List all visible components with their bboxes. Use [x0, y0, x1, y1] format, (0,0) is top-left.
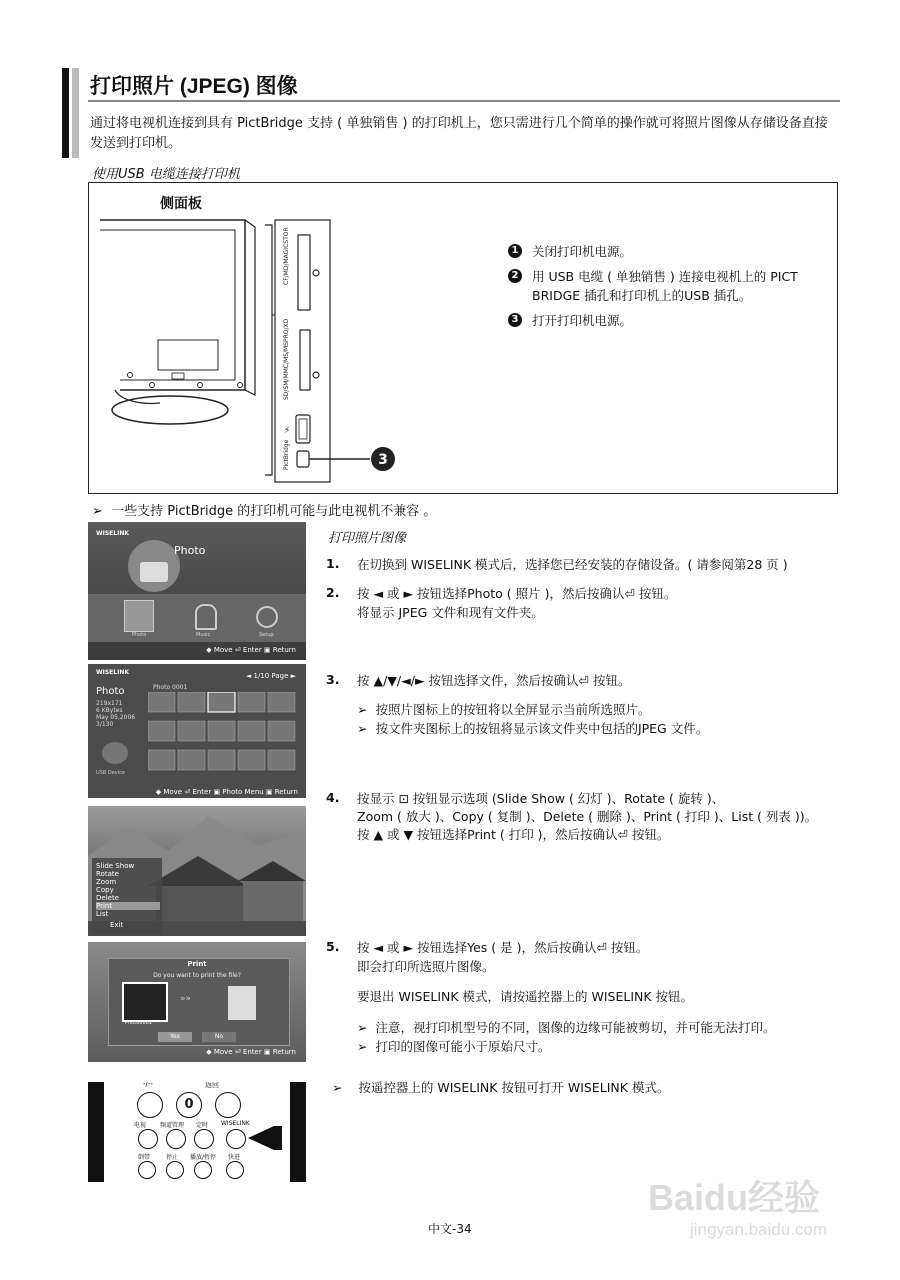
screen4-footer: ◆ Move ⏎ Enter ▣ Return	[206, 1048, 296, 1056]
print-photo-label: Photo0001	[125, 1020, 152, 1026]
photo-icon[interactable]	[124, 600, 154, 632]
remote-play-button[interactable]	[194, 1161, 212, 1179]
step5-text-b: 即会打印所选照片图像。	[357, 959, 495, 974]
print-dialog-title: Print	[187, 960, 207, 968]
conn-step-1: 1 关闭打印机电源。	[508, 242, 828, 261]
step1-text: 在切换到 WISELINK 模式后，选择您已经安装的存储设备。( 请参阅第28 页 )	[357, 557, 788, 572]
remote-wiselink-button[interactable]	[226, 1129, 246, 1149]
step3-note1: ➢ 按照片图标上的按钮将以全屏显示当前所选照片。	[357, 702, 651, 717]
remote-wiselink-label: WISELINK	[221, 1120, 250, 1127]
menu-list[interactable]: List	[96, 910, 109, 918]
remote-channel-label: 频道管理	[160, 1122, 185, 1129]
screen1-title: Photo	[174, 544, 206, 557]
remote-timer-label: 定时	[196, 1122, 209, 1129]
remote-stop-button[interactable]	[166, 1161, 184, 1179]
header-bar-dark	[62, 68, 69, 158]
step5-exit-text: 要退出 WISELINK 模式，请按遥控器上的 WISELINK 按钮。	[357, 989, 694, 1004]
pointer-arrow-icon	[248, 1126, 274, 1150]
remote-return-label: 返回	[205, 1082, 219, 1089]
screen-print-dialog	[88, 942, 306, 1062]
print-question: Do you want to print the file?	[153, 972, 241, 979]
step5-number: 5.	[326, 939, 340, 954]
page-title: 打印照片 (JPEG) 图像	[90, 75, 298, 98]
remote-tv-label: 电视	[134, 1122, 147, 1129]
menu-exit[interactable]: Exit	[110, 921, 124, 929]
camera-icon	[140, 562, 168, 582]
menu-print[interactable]: Print	[96, 902, 160, 910]
remote-stop-label: 停止	[166, 1154, 179, 1161]
intro-text: 通过将电视机连接到具有 PictBridge 支持 ( 单独销售 ) 的打印机上，您只需进行几个简单的操作就可将照片图像从存储设备直接发送到打印机。	[90, 116, 828, 151]
callout-3: 3	[378, 452, 388, 468]
step2-number: 2.	[326, 585, 340, 600]
menu-slideshow[interactable]: Slide Show	[96, 862, 135, 870]
tv-side-panel-illustration	[100, 205, 500, 490]
setup-label: Setup	[259, 632, 274, 638]
usb-device-label: USB Device	[96, 770, 125, 776]
music-icon[interactable]	[195, 604, 217, 630]
screen1-footer: ◆ Move ⏎ Enter ▣ Return	[206, 646, 296, 654]
compat-note: ➢ 一些支持 PictBridge 的打印机可能与此电视机不兼容 。	[92, 504, 437, 519]
connection-steps	[508, 242, 828, 336]
remote-rewind-label: 倒带	[138, 1154, 151, 1161]
remote-rewind-button[interactable]	[138, 1161, 156, 1179]
remote-zero-button[interactable]: 0	[176, 1092, 202, 1118]
baidu-watermark: Baidu经验 jingyan.baidu.com	[648, 1177, 828, 1239]
yes-button[interactable]: Yes	[158, 1032, 192, 1042]
final-note: ➢ 按遥控器上的 WISELINK 按钮可打开 WISELINK 模式。	[332, 1080, 670, 1095]
step3-number: 3.	[326, 672, 340, 687]
step4-text-b: Zoom ( 放大 )、Copy ( 复制 )、Delete ( 删除 )、Print ( 打印 )、List ( 列表 ))。	[357, 809, 818, 824]
file-info: 219x171 6 KBytes May 05,2006 3/130	[96, 700, 136, 728]
section-subtitle: 使用USB 电缆连接打印机	[92, 167, 240, 182]
arrow-icon: »»	[180, 994, 192, 1004]
menu-copy[interactable]: Copy	[96, 886, 114, 894]
step5-text-a: 按 ◄ 或 ► 按钮选择Yes ( 是 )，然后按确认⏎ 按钮。	[357, 940, 649, 955]
remote-play-label: 播放/暂停	[190, 1154, 217, 1161]
remote-timer-button[interactable]	[194, 1129, 214, 1149]
printer-icon	[228, 986, 256, 1020]
remote-control-illustration	[88, 1082, 306, 1182]
step3-note2: ➢ 按文件夹图标上的按钮将显示该文件夹中包括的JPEG 文件。	[357, 721, 709, 736]
thumbnail-grid[interactable]	[148, 692, 298, 778]
screen-photo-menu	[88, 806, 306, 936]
remote-tv-button[interactable]	[138, 1129, 158, 1149]
header-bar-light	[72, 68, 79, 158]
wiselink-logo-2: WISELINK	[96, 669, 129, 676]
step1-number: 1.	[326, 556, 340, 571]
remote-ff-label: 快进	[228, 1154, 241, 1161]
current-folder: Photo 0001	[153, 684, 188, 691]
pictbridge-label: PictBridge	[283, 439, 290, 470]
remote-return-button[interactable]	[215, 1092, 241, 1118]
page-number: 中文-34	[428, 1222, 472, 1236]
no-button[interactable]: No	[202, 1032, 236, 1042]
step2-subtext: 将显示 JPEG 文件和现有文件夹。	[357, 605, 544, 620]
step4-text-c: 按 ▲ 或 ▼ 按钮选择Print ( 打印 )，然后按确认⏎ 按钮。	[357, 827, 670, 842]
setup-gear-icon[interactable]	[256, 606, 278, 628]
screen2-title: Photo	[96, 686, 125, 697]
step2-text: 按 ◄ 或 ► 按钮选择Photo ( 照片 )，然后按确认⏎ 按钮。	[357, 586, 677, 601]
step5-note1: ➢ 注意，视打印机型号的不同，图像的边缘可能被剪切，并可能无法打印。	[357, 1020, 776, 1035]
menu-zoom[interactable]: Zoom	[96, 878, 117, 886]
wiselink-logo: WISELINK	[96, 530, 129, 537]
remote-channel-button[interactable]	[166, 1129, 186, 1149]
print-preview-photo	[122, 982, 168, 1022]
usb-icon: ⚡	[284, 426, 291, 436]
page-indicator: ◄ 1/10 Page ►	[245, 672, 296, 680]
slot2-label: SD/SM/MMC/MS/MSPRO/XD	[283, 318, 290, 400]
menu-rotate[interactable]: Rotate	[96, 870, 119, 878]
remote-dash-label: -/--	[143, 1082, 153, 1088]
device-icon	[102, 742, 128, 764]
screen-photo-browser	[88, 664, 306, 798]
music-label: Music	[196, 632, 211, 638]
remote-dash-button[interactable]	[137, 1092, 163, 1118]
print-section-title: 打印照片图像	[328, 531, 407, 546]
screen-wiselink-main	[88, 522, 306, 660]
step4-number: 4.	[326, 790, 340, 805]
step3-text: 按 ▲/▼/◄/► 按钮选择文件，然后按确认⏎ 按钮。	[357, 673, 631, 688]
step5-note2: ➢ 打印的图像可能小于原始尺寸。	[357, 1039, 551, 1054]
remote-ff-button[interactable]	[226, 1161, 244, 1179]
photo-label: Photo	[132, 632, 147, 638]
title-rule	[88, 100, 840, 102]
slot1-label: CF/MD/MAGICSTOR	[283, 227, 290, 285]
panel-label: 侧面板	[160, 196, 202, 212]
screen2-footer: ◆ Move ⏎ Enter ▣ Photo Menu ▣ Return	[155, 788, 298, 796]
conn-step-3: 3 打开打印机电源。	[508, 311, 828, 330]
menu-delete[interactable]: Delete	[96, 894, 119, 902]
conn-step-2: 2 用 USB 电缆 ( 单独销售 ) 连接电视机上的 PICT BRIDGE 插孔和打印机上的USB 插孔。	[508, 267, 828, 305]
step4-text-a: 按显示 ⊡ 按钮显示选项 (Slide Show ( 幻灯 )、Rotate ( 旋转 )、	[357, 791, 725, 806]
